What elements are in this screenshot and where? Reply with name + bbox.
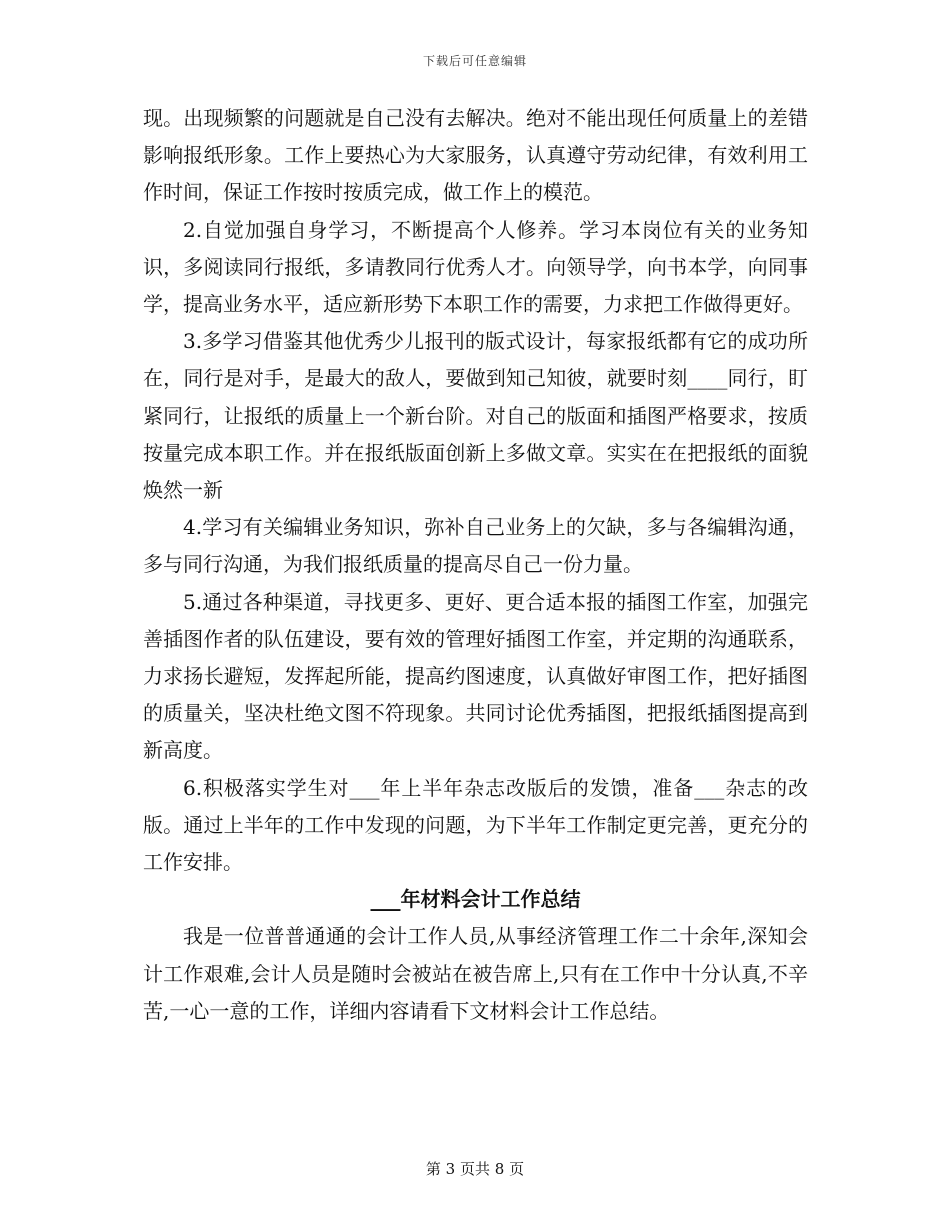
page-footer: 第 3 页共 8 页 xyxy=(425,1160,525,1178)
paragraph-item-3: 3.多学习借鉴其他优秀少儿报刊的版式设计，每家报纸都有它的成功所在，同行是对手，是最大的敌人，要做到知己知彼，就要时刻____同行，盯紧同行，让报纸的质量上一个新台阶。对自己的版面和插图严格要求，按质按量完成本职工作。并在报纸版面创新上多做文章。实实在在把报纸的面貌焕然一新 xyxy=(143,329,808,503)
section-title: ___年材料会计工作总结 xyxy=(370,887,581,912)
paragraph-continuation: 现。出现频繁的问题就是自己没有去解决。绝对不能出现任何质量上的差错影响报纸形象。工作上要热心为大家服务，认真遵守劳动纪律，有效利用工作时间，保证工作按时按质完成，做工作上的模范。 xyxy=(143,106,808,205)
paragraph-item-6: 6.积极落实学生对___年上半年杂志改版后的发馈，准备___杂志的改版。通过上半年的工作中发现的问题，为下半年工作制定更完善，更充分的工作安排。 xyxy=(143,775,808,875)
section-intro-paragraph: 我是一位普普通通的会计工作人员,从事经济管理工作二十余年,深知会计工作艰难,会计人员是随时会被站在被告席上,只有在工作中十分认真,不辛苦,一心一意的工作，详细内容请看下文材料会计工作总结。 xyxy=(143,924,808,1023)
page-header: 下载后可任意编辑 xyxy=(422,54,527,68)
document-body xyxy=(143,100,808,1030)
paragraph-item-2: 2.自觉加强自身学习，不断提高个人修养。学习本岗位有关的业务知识，多阅读同行报纸，多请教同行优秀人才。向领导学，向书本学，向同事学，提高业务水平，适应新形势下本职工作的需要，力求把工作做得更好。 xyxy=(143,217,808,317)
paragraph-item-4: 4.学习有关编辑业务知识，弥补自己业务上的欠缺，多与各编辑沟通，多与同行沟通，为我们报纸质量的提高尽自己一份力量。 xyxy=(143,515,808,577)
paragraph-item-5: 5.通过各种渠道，寻找更多、更好、更合适本报的插图工作室，加强完善插图作者的队伍建设，要有效的管理好插图工作室，并定期的沟通联系，力求扬长避短，发挥起所能，提高约图速度，认真做好审图工作，把好插图的质量关，坚决杜绝文图不符现象。共同讨论优秀插图，把报纸插图提高到新高度。 xyxy=(143,589,808,763)
